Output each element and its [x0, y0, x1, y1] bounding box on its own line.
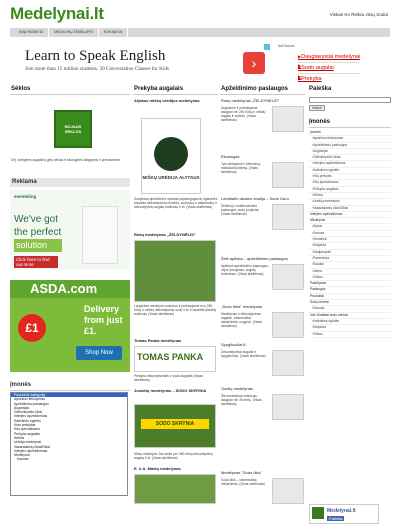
fb-page-name[interactable]: Medelynai.lt — [327, 508, 356, 514]
service-item-text: Dekoratyviniai augalai ir spygliuočiai. (Visas skelbimas) — [221, 350, 266, 358]
service-item-image[interactable] — [272, 478, 304, 504]
ev-banner-ad[interactable] — [10, 190, 130, 270]
service-item-title[interactable]: Ekoslogas — [221, 154, 240, 159]
maciu-photo[interactable] — [134, 474, 216, 504]
listbox-option[interactable]: Vasaradainių ūkiai/Ūkiai — [14, 444, 50, 449]
search-input[interactable] — [309, 97, 391, 103]
listbox-option[interactable]: Apsinkos tiekutymas — [14, 397, 45, 402]
article-panka-text: Prekyba dekoratyviniais ir sodo augalais (Visas skelbimas) — [134, 374, 203, 382]
service-item-text: Sodo ūkis – vaismedžiai, vaiskrūmiai. (Visas skelbimas) — [221, 478, 266, 486]
right-sidebar — [309, 86, 391, 521]
listbox-option[interactable]: Sėklos — [14, 435, 25, 440]
sidebar-category-item[interactable]: › Apželdinimo paslaugos — [309, 143, 391, 149]
alytus-logo[interactable] — [141, 118, 201, 194]
asda-price: £1. — [84, 326, 97, 336]
service-item-title[interactable]: „Sodo triūs" medelynas — [221, 304, 263, 309]
listbox-option[interactable]: Gėlininkystės ūkiai — [14, 410, 43, 415]
sidebar-category-item[interactable]: › Augintojai — [309, 149, 391, 155]
divider — [298, 73, 360, 74]
ad-headline: Learn to Speak English — [25, 48, 166, 64]
alytus-logo-text: MIŠKŲ URĖDIJA ALYTAUS — [142, 175, 200, 180]
ev-line1: We've got — [14, 214, 58, 225]
service-item-image[interactable] — [272, 350, 304, 376]
sidebar-category-item[interactable]: Visi Vilniškiai sodo centrai — [309, 313, 391, 319]
sidebar-category-item[interactable]: › Klaipėda — [309, 325, 391, 331]
sidebar-category-item[interactable]: › Vilnius — [309, 275, 391, 281]
fb-like-button[interactable]: Patinka — [329, 516, 343, 521]
service-item-image[interactable] — [272, 264, 304, 290]
asda-banner-ad[interactable] — [10, 280, 130, 372]
sidebar-category-item[interactable]: Sodų centrai — [309, 300, 391, 306]
listbox-option[interactable]: Pasirinkite kategoriją — [11, 393, 127, 397]
service-item-image[interactable] — [272, 312, 304, 338]
nursery-photo[interactable] — [134, 240, 216, 302]
listbox-option[interactable]: Kaunas — [17, 457, 29, 462]
nojaus-seklos-logo[interactable] — [54, 110, 92, 148]
sidebar-category-item[interactable]: Įmonės — [309, 130, 391, 136]
article-sodo-skrynia-title[interactable]: Juraičių medelynas – SODO SKRYNIA — [134, 388, 207, 393]
nav-item-contacts[interactable]: KONTAKTAI — [99, 28, 129, 37]
top-link-1[interactable]: ▶ Daugiavystai medelynai — [298, 53, 360, 61]
sidebar-category-item[interactable]: › Prekyba augalais — [309, 187, 391, 193]
adchoices-label[interactable]: AdChoices — [278, 44, 295, 48]
article-zeldynelis-title[interactable]: Rokų medelynas „ŽELDYNĖLIS" — [134, 232, 196, 237]
divider — [298, 62, 360, 63]
sidebar-category-item[interactable]: › Vilnius — [309, 332, 391, 338]
ev-line3: solution — [14, 239, 62, 252]
sidebar-category-item[interactable]: › Sėklos — [309, 193, 391, 199]
sidebar-category-item[interactable]: › Kėdainiai — [309, 237, 391, 243]
category-listbox[interactable] — [10, 392, 128, 496]
ad-subline: Join more than 15 million students. 30 Conversation Classes for Kids — [25, 66, 169, 72]
prekyba-heading: Prekyba augalais — [133, 86, 218, 95]
search-button[interactable]: Ieškoti — [309, 105, 325, 111]
sidebar-category-item[interactable]: › Urėdijų medelynai — [309, 199, 391, 205]
listbox-option[interactable]: Apželdinimo paslaugos — [14, 401, 49, 406]
service-item-title[interactable]: Spygliuočiai.lt — [221, 342, 246, 347]
sidebar-category-item[interactable]: Interjero apželdinimas — [309, 212, 391, 218]
sidebar-category-item[interactable]: › Gėlininkystės ūkiai — [309, 155, 391, 161]
listbox-option[interactable]: Kiau prekiybai — [14, 423, 36, 428]
service-item-image[interactable] — [272, 204, 304, 230]
service-item-image[interactable] — [272, 394, 304, 420]
seklos-text: Sėj. sniegėms augalinių gėlų sėklas ir ekologinės daigapras ir prieskoninės — [11, 158, 121, 162]
fb-avatar — [312, 507, 324, 519]
sidebar-category-item[interactable]: Pasiūlymai — [309, 281, 391, 287]
listbox-option[interactable]: Medelynai — [14, 453, 30, 458]
nojaus-logo-text: NOJAUS SĖKLOS — [64, 124, 82, 134]
article-zeldynelis-text: Į auginimo medelyno sukurtus ir prekiaujame nuo 250 rūšių ir veislių dekoratyvinių sodų ir kt. Kokybiški įžeidžių sodinukų (Visas skelbimas) — [134, 304, 217, 316]
sidebar-category-item[interactable]: › Kalėdinės eglutės — [309, 168, 391, 174]
sidebar-category-item[interactable]: › Apsinkos tiekutymas — [309, 136, 391, 142]
left-column — [10, 86, 130, 462]
main-nav — [10, 28, 390, 37]
article-maciu-title[interactable]: E. ir A. Mačių medelynas — [134, 466, 181, 471]
sidebar-category-item[interactable]: Paslaugos — [309, 287, 391, 293]
asda-logo: ASDA.com — [10, 280, 130, 298]
article-alytus-title[interactable]: Alytaus miškų urėdijos medelynas — [134, 98, 200, 103]
service-item-text: Medelynas ir dekoratyviniai augalai, vaismedžiai, vaiskrūmiai, uogynai. (Visas skelbimas) — [221, 312, 262, 328]
service-item-text: Želdinių ir kraštovaizdžio paslaugos, sodų projektai. (Visas skelbimas) — [221, 204, 260, 216]
sidebar-category-item[interactable]: › Kaunas — [309, 231, 391, 237]
reklama-heading: Reklama — [10, 178, 130, 187]
sidebar-category-item[interactable]: Medelynai — [309, 218, 391, 224]
sidebar-category-item[interactable]: › Alytus — [309, 224, 391, 230]
service-item-title[interactable]: Želė aplinka – apželdinimo paslaugos — [221, 256, 288, 261]
sidebar-category-item[interactable]: › Kalėdinės eglutės — [309, 319, 391, 325]
service-item-title[interactable]: Rokų medelynas „ŽELDYNĖLIS" — [221, 98, 280, 103]
top-links — [298, 53, 360, 83]
sidebar-category-item[interactable]: › Klaipėda — [309, 243, 391, 249]
site-tagline: Viskas Ko Reikia Jūsų Sodui — [329, 12, 388, 17]
article-sodo-skrynia-text: Mūsų medelyne Jūs rasite per 360 rūšių dekoratyvinių augalų ir kt. (Visas skelbimas) — [134, 452, 213, 460]
sidebar-category-item[interactable]: › Kitų prekyba — [309, 174, 391, 180]
sidebar-category-item[interactable]: › Marijampolė — [309, 250, 391, 256]
top-link-2[interactable]: ▶ Sodo augalai — [298, 64, 360, 72]
service-item-text: Aplinkos apželdinimo paslaugos, vejos įrengimas, augalų sodinimas. (Visas skelbimas) — [221, 264, 269, 276]
sodo-skrynia-banner[interactable] — [134, 404, 216, 448]
facebook-like-box[interactable] — [309, 504, 379, 524]
boiler-image — [82, 206, 118, 264]
imones-sidebar-heading: Įmonės — [309, 119, 391, 128]
shop-now-button[interactable]: Shop Now — [76, 346, 122, 360]
price-badge: £1 — [18, 314, 46, 342]
article-panka-title[interactable]: Tomas Panka medelynas — [134, 338, 182, 343]
service-item-text: Šis medelynas veikia jau daugiau nei 30 metų. (Visas skelbimas) — [221, 394, 262, 406]
chevron-right-icon[interactable]: › — [243, 52, 265, 74]
apzeldinimo-column — [220, 86, 305, 486]
sidebar-category-item[interactable]: › Utena — [309, 269, 391, 275]
service-item-text: Tyru dėkojame ir kiekvieną individualų klientą. (Visas skelbimas) — [221, 162, 261, 174]
panka-logo-text: TOMAS PANKA — [137, 352, 204, 362]
sidebar-category-list — [309, 130, 391, 338]
listbox-option[interactable]: Urėdija medelynai — [14, 440, 42, 445]
sidebar-category-item[interactable]: › Vasaradainių ūkiai/Ūkiai — [309, 206, 391, 212]
adchoices-icon[interactable] — [264, 44, 270, 50]
seklos-heading: Sėklos — [10, 86, 130, 95]
listbox-option[interactable]: Interjero apželdinimas — [14, 414, 48, 419]
listbox-option[interactable]: Prekyba augalais — [14, 431, 41, 436]
listbox-option[interactable]: Interjero apželdinimas — [14, 448, 48, 453]
listbox-option[interactable]: Kitų specialiosios — [14, 427, 41, 432]
tree-logo-icon — [154, 137, 188, 171]
service-item-title[interactable]: Landšafto dizaino studija – Sodo Guru — [221, 196, 289, 201]
ev-cta-button[interactable]: Click here to find out more — [14, 256, 58, 268]
sidebar-category-item[interactable]: › Kaunas — [309, 306, 391, 312]
listbox-option[interactable]: Augintojai — [14, 405, 29, 410]
sidebar-category-item[interactable]: › Interjero apželdinimas — [309, 161, 391, 167]
service-item-title[interactable]: Medelynas "Sodo ūkis" — [221, 470, 262, 475]
prekyba-column — [133, 86, 218, 471]
top-link-3[interactable]: ▶ Prekyba — [298, 75, 360, 83]
listbox-option[interactable]: Kalėdinės eglutės — [14, 418, 41, 423]
service-item-image[interactable] — [272, 162, 304, 188]
site-logo[interactable]: Medelynai.lt — [10, 4, 104, 23]
top-banner-ad[interactable] — [22, 44, 270, 82]
sidebar-category-item[interactable]: › Kitų specialiosios — [309, 180, 391, 186]
sidebar-category-item[interactable]: › Panevėžys — [309, 256, 391, 262]
sidebar-category-item[interactable]: Produktai — [309, 294, 391, 300]
apzeldinimo-heading: Apželdinimo paslaugos — [220, 86, 305, 95]
service-item-text: Auginame ir prekiaujame daugiau nei 250 rūšių ir veislių augalų ir sodinių. (Visas skelbimas) — [221, 106, 266, 122]
panka-logo[interactable] — [134, 346, 216, 372]
sidebar-category-item[interactable]: › Šiauliai — [309, 262, 391, 268]
nav-item-map[interactable]: MEDELYNŲ ŽEMĖLAPIS — [49, 28, 99, 37]
imones-heading: Įmonės — [10, 382, 130, 391]
asda-from: from just — [84, 315, 123, 325]
nav-item-first[interactable]: ĮMIŲ PASIEKTA — [14, 28, 49, 37]
asda-delivery: Delivery — [84, 304, 120, 314]
search-heading: Paieška — [309, 86, 332, 92]
ev-line2: the perfect — [14, 227, 62, 238]
service-item-title[interactable]: Osrilių medelynas — [221, 386, 253, 391]
service-item-image[interactable] — [272, 106, 304, 132]
article-alytus-text: Sodybose apželdinti ir apimtas įsipareigojančių ilgametės kokybės dekoratyvinių medelių, sodinukų ir vaismedžių ir dekoratyvinių augalų sodinukų ir kt. (Visas skelbimas) — [134, 197, 218, 209]
ev-brand: eventeling — [14, 194, 37, 199]
sodo-skrynia-logo: SODO SKRYNIA — [141, 419, 209, 429]
